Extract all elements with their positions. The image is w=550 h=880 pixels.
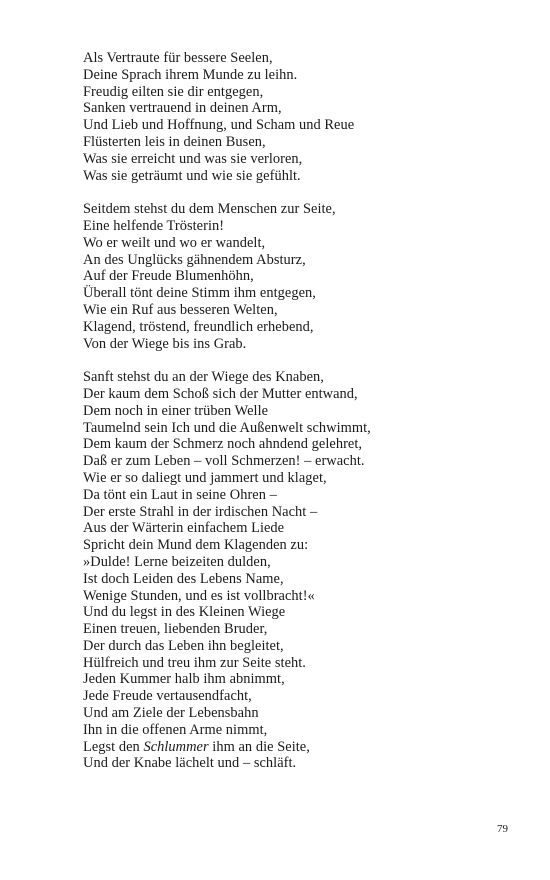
poem-line: Was sie geträumt und wie sie gefühlt. [83,167,301,184]
poem-line: Ist doch Leiden des Lebens Name, [83,570,284,587]
poem-line: Eine helfende Trösterin! [83,217,225,234]
poem-line: Als Vertraute für bessere Seelen, [83,50,273,66]
poem-line: Einen treuen, liebenden Bruder, [83,621,268,638]
poem-line: Ihn in die offenen Arme nimmt, [83,721,268,738]
poem-line: Wie ein Ruf aus besseren Welten, [83,301,278,318]
poem-line: Flüsterten leis in deinen Busen, [83,133,266,150]
poem-line: Jeden Kummer halb ihm abnimmt, [83,671,285,688]
poem-line: Der durch das Leben ihn begleitet, [83,637,284,654]
poem-line: Sanken vertrauend in deinen Arm, [83,100,282,117]
poem-line: »Dulde! Lerne beizeiten dulden, [83,553,271,570]
poem-line: Da tönt ein Laut in seine Ohren – [83,486,277,503]
stanza [83,201,523,352]
poem-line: Wenige Stunden, und es ist vollbracht!« [83,587,315,604]
poem-line: Was sie erreicht und was sie verloren, [83,150,303,167]
poem-line: Hülfreich und treu ihm zur Seite steht. [83,654,306,671]
poem-line: Dem kaum der Schmerz noch ahndend gelehret, [83,436,363,453]
emphasis-word: Schlummer [143,738,209,755]
poem-line: Dem noch in einer trüben Welle [83,402,269,419]
poem-line: Taumelnd sein Ich und die Außenwelt schwimmt, [83,419,371,436]
poem-line: Seitdem stehst du dem Menschen zur Seite, [83,201,336,218]
emphasis-after: ihm an die Seite, [208,738,310,755]
poem-line: Der erste Strahl in der irdischen Nacht – [83,503,318,520]
poem-line: Und der Knabe lächelt und – schläft. [83,755,297,772]
poem-line: Überall tönt deine Stimm ihm entgegen, [83,285,316,302]
poem-line: Jede Freude vertausendfacht, [83,688,252,705]
emphasis-before: Legst den [83,738,144,755]
poem-line: Und Lieb und Hoffnung, und Scham und Reue [83,117,355,134]
poem-line: An des Unglücks gähnendem Absturz, [83,251,306,268]
poem-line: Wie er so daliegt und jammert und klaget, [83,469,327,486]
poem-line: Spricht dein Mund dem Klagenden zu: [83,537,309,554]
poem-text [83,50,523,789]
stanza [83,369,523,772]
poem-line: Von der Wiege bis ins Grab. [83,335,247,352]
poem-line: Und am Ziele der Lebensbahn [83,705,259,722]
poem-line: Und du legst in des Kleinen Wiege [83,604,286,621]
poem-line: Auf der Freude Blumenhöhn, [83,268,254,285]
page-number: 79 [497,823,508,835]
poem-line: Daß er zum Leben – voll Schmerzen! – erwacht. [83,453,365,470]
poem-line: Freudig eilten sie dir entgegen, [83,83,264,100]
poem-line: Wo er weilt und wo er wandelt, [83,234,266,251]
poem-line: Sanft stehst du an der Wiege des Knaben, [83,369,324,386]
poem-line: Der kaum dem Schoß sich der Mutter entwand, [83,385,358,402]
stanza [83,50,523,184]
poem-line: Aus der Wärterin einfachem Liede [83,520,285,537]
poem-line-emphasis [83,739,523,756]
poem-line: Klagend, tröstend, freundlich erhebend, [83,318,314,335]
poem-line: Deine Sprach ihrem Munde zu leihn. [83,66,298,83]
